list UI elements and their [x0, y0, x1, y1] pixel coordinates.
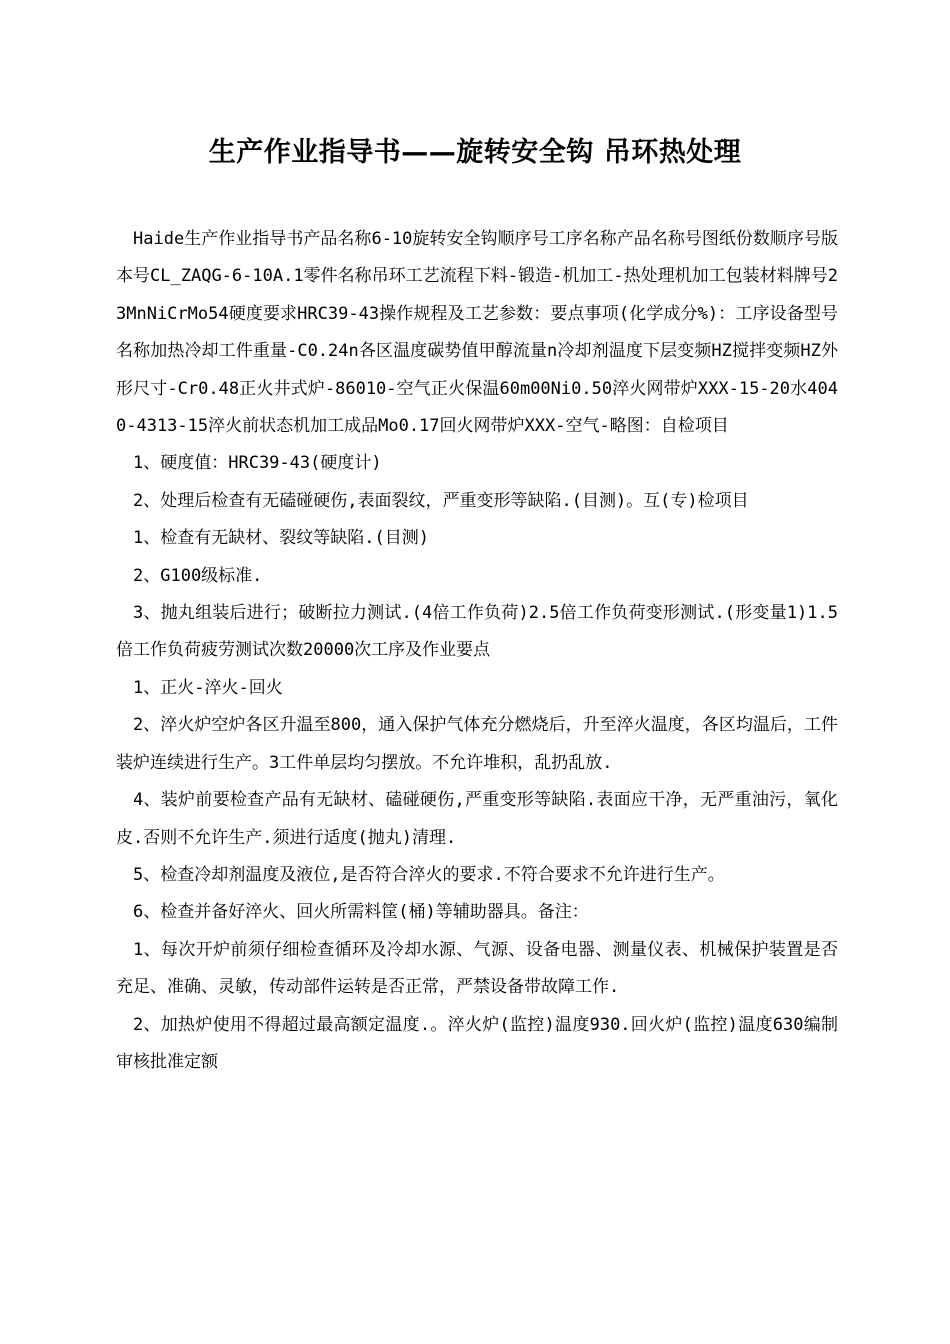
- document-title: 生产作业指导书——旋转安全钩 吊环热处理: [208, 137, 742, 168]
- paragraph-intro: Haide生产作业指导书产品名称6-10旋转安全钩顺序号工序名称产品名称号图纸份数顺序号版本号CL_ZAQG-6-10A.1零件名称吊环工艺流程下料-锻造-机加工-热处理机加工包装材料牌号23MnNiCrMo54硬度要求HRC39-43操作规程及工艺参数：要点事项(化学成分%)：工序设备型号名称加热冷却工件重量-C0.24n各区温度碳势值甲醇流量n冷却剂温度下层变频HZ搅拌变频HZ外形尺寸-Cr0.48正火井式炉-86010-空气正火保温60m00Ni0.50淬火网带炉XXX-15-20水4040-4313-15淬火前状态机加工成品Mo0.17回火网带炉XXX-空气-略图：自检项目: [116, 229, 838, 437]
- document-body: [116, 221, 838, 1081]
- paragraph-mutual-check-1: 1、检查有无缺材、裂纹等缺陷.(目测): [133, 528, 429, 549]
- paragraph-mutual-check-2: 2、G100级标准.: [133, 565, 263, 586]
- paragraph-self-check-2: 2、处理后检查有无磕碰硬伤,表面裂纹，严重变形等缺陷.(目测)。互(专)检项目: [133, 490, 749, 511]
- paragraph-process-4: 4、装炉前要检查产品有无缺材、磕碰硬伤,严重变形等缺陷.表面应干净，无严重油污，氧化皮.否则不允许生产.须进行适度(抛丸)清理.: [116, 790, 838, 848]
- paragraph-note-2: 2、加热炉使用不得超过最高额定温度.。淬火炉(监控)温度930.回火炉(监控)温度630编制审核批准定额: [116, 1014, 838, 1072]
- paragraph-process-6: 6、检查并备好淬火、回火所需料筐(桶)等辅助器具。备注：: [133, 902, 589, 923]
- paragraph-process-2: 2、淬火炉空炉各区升温至800，通入保护气体充分燃烧后，升至淬火温度，各区均温后，工件装炉连续进行生产。3工件单层均匀摆放。不允许堆积，乱扔乱放.: [116, 715, 838, 773]
- paragraph-note-1: 1、每次开炉前须仔细检查循环及冷却水源、气源、设备电器、测量仪表、机械保护装置是否充足、准确、灵敏，传动部件运转是否正常，严禁设备带故障工作.: [116, 939, 838, 998]
- paragraph-process-5: 5、检查冷却剂温度及液位,是否符合淬火的要求.不符合要求不允许进行生产。: [133, 864, 725, 885]
- paragraph-self-check-1: 1、硬度值：HRC39-43(硬度计): [133, 453, 382, 474]
- paragraph-process-1: 1、正火-淬火-回火: [133, 677, 283, 698]
- paragraph-mutual-check-3: 3、抛丸组装后进行；破断拉力测试.(4倍工作负荷)2.5倍工作负荷变形测试.(形变量1)1.5倍工作负荷疲劳测试次数20000次工序及作业要点: [116, 603, 838, 661]
